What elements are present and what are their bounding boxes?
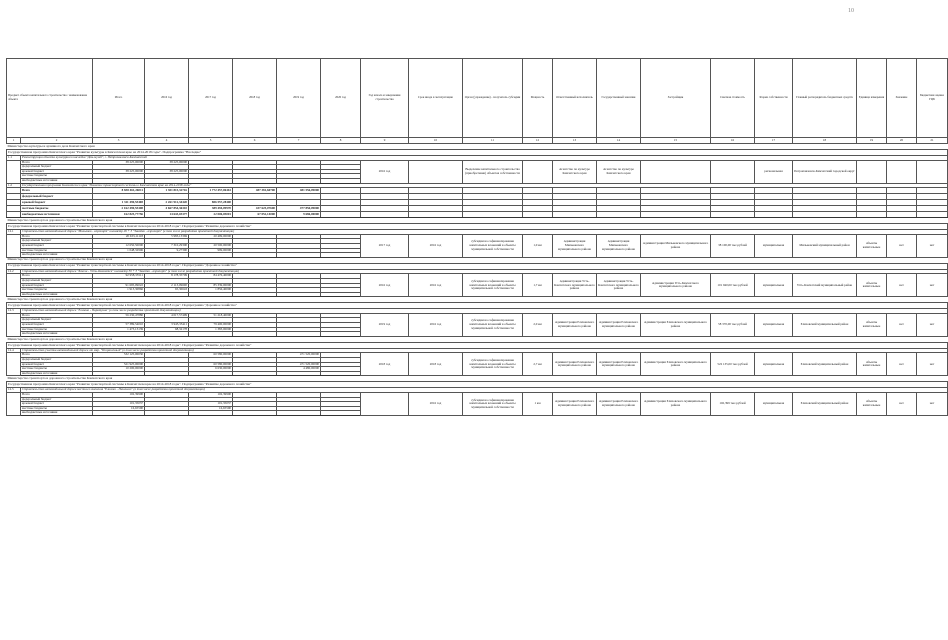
funding-value [321,411,361,416]
header-2016: 2016 год [145,59,189,138]
subtotal-value: 4 667 854,36310 [145,206,189,212]
funding-value: 60 580,00000 [189,353,233,358]
col-num: 3 [93,138,145,144]
commissioning-year: 2016 год [409,393,463,416]
funding-source-label: внебюджетные источники [21,411,93,416]
section-title-text: Министерство транспорта и дорожного строительства Камчатского края [7,257,948,263]
funding-value [277,411,321,416]
funding-value: 16,65590 [189,406,233,411]
developer: Администрация Елизовского муниципального района [641,353,711,376]
funding-source-label: внебюджетные источники [21,178,93,183]
funding-source-label: федеральный бюджет [21,239,93,244]
estimate: нет [917,274,948,297]
funding-value: 51 218,40000 [189,313,233,318]
subsidy-recipient: субсидии на софинансирование капитальных вложений в объекты муниципальной собственности [463,353,523,376]
construction-start: 2019 год [361,313,409,336]
section-title-text: Министерство транспорта и дорожного строительства Камчатского края [7,376,948,382]
funding-source-label: краевой бюджет [21,243,93,248]
col-num: 5 [189,138,233,144]
col-num: 11 [463,138,523,144]
subtotal-value: 487 381,60700 [233,188,277,194]
item-name: Реконструкция объекта культурного наследия "Дом-музей", г. Петропавловск-Камчатский [21,156,948,161]
funding-value: 85 339,00000 [189,283,233,288]
subtotal-value: 9 686,00000 [277,212,321,218]
ownership-form: муниципальная [755,274,793,297]
subtotal-value: 162 825,77756 [93,212,145,218]
responsible-executor: Администрация Елизовского муниципального района [553,353,597,376]
item-number: 1.1 [7,156,21,161]
funding-value: 12 650,50000 [93,243,145,248]
ownership-form: муниципальная [755,313,793,336]
commissioning-year: 2016 год [409,234,463,257]
funding-source-label: местные бюджеты [21,406,93,411]
header-executor: Ответственный исполнитель [553,59,597,138]
program-title-text: Государственная программа Камчатского края "Развитие транспортной системы в Камчатском крае на 2014-2018 годы". Подпрограмма "Дорожное хозяйство" [7,263,948,269]
funding-source-label: местные бюджеты [21,206,93,212]
subsidy-recipient: субсидии на софинансирование капитальных вложений в объекты муниципальной собственности [463,313,523,336]
unit: объекты капитальные [857,234,887,257]
funding-source-label: Всего [21,234,93,239]
funding-value: 1 913,30866 [93,288,145,293]
subtotal-title: Государственная программа Камчатского края "Развитие транспортной системы в Камчатском крае на 2014-2018 годы" [21,183,948,188]
funding-value: 92 958,35511 [93,274,145,279]
funding-value: 60 580,00000 [189,362,233,367]
estimated-cost: 101 940,00 тыс.рублей [711,274,755,297]
header-cost: Сметная стоимость [711,59,755,138]
responsible-executor: Администрация Елизовского муниципального района [553,313,597,336]
item-number: 12.2 [7,269,21,274]
header-2019: 2019 год [277,59,321,138]
header-customer: Государственный заказчик [597,59,641,138]
row-spacer [7,234,21,257]
investment-table [6,58,948,416]
responsible-executor: Агентство по культуре Камчатского края [553,160,597,183]
subtotal-value: 1 772 457,06461 [189,188,233,194]
commissioning-year: 2016 год [409,274,463,297]
item-number: 12.3 [7,309,21,314]
funding-value: 1 473,13139 [93,327,145,332]
funding-source-label: краевой бюджет [21,362,93,367]
funding-source-label: внебюджетные источники [21,253,93,258]
subtotal-value: 8 838 461,26011 [93,188,145,194]
estimated-cost: 38 100,00 тыс.рублей [711,234,755,257]
ownership-form: региональная [755,160,793,183]
funding-value: 1 383,00000 [189,327,233,332]
header-power: Мощность [523,59,553,138]
subtotal-value: 389 494,09970 [189,206,233,212]
commissioning-year [409,160,463,183]
ownership-form: муниципальная [755,234,793,257]
row-spacer [7,353,21,376]
state-customer: Администрация Елизовского муниципального района [597,393,641,416]
construction-start: 2017 год [361,234,409,257]
funding-value: 6 630,00000 [189,367,233,372]
table-body [7,144,948,416]
capacity: 2,0 км [523,313,553,336]
funding-value: 68,32178 [145,327,189,332]
col-num: 15 [641,138,711,144]
row-spacer [7,313,21,336]
program-title-text: Государственная программа Камчатского края "Развитие транспортной системы в Камчатском крае на 2014-2018 годы". Подпрограмма "Развитие дорожного хозяйства" [7,342,948,348]
funding-value: 38 225,00000 [93,169,145,174]
capacity: 1 км [523,393,553,416]
funding-source-label: Всего [21,393,93,398]
section-title-text: Министерство транспорта и дорожного строительства Камчатского края [7,218,948,224]
funding-value: 5 983,13369 [145,234,189,239]
funding-source-label: федеральный бюджет [21,358,93,363]
funding-source-label: местные бюджеты [21,367,93,372]
row-spacer [7,160,21,183]
funding-value: 101,35037 [93,402,145,407]
item-name: Строительство участка автомобильной дороги от мкр. "Пограничный" (в том числе разработка проектной документации) [21,348,948,353]
subtotal-value: 1 301 815,32716 [145,188,189,194]
col-num: 13 [553,138,597,144]
row-spacer [7,393,21,416]
col-num: 19 [857,138,887,144]
funding-value: 999,00000 [189,248,233,253]
item-name: Строительство автомобильной дороги местного значения "Елизово - Пиначево" (в том числе разработка проектной документации) [21,388,948,393]
funding-source-label: внебюджетные источники [21,292,93,297]
developer [641,160,711,183]
page-number: 10 [848,8,854,14]
header-value: Значение [887,59,917,138]
value: нет [887,313,917,336]
estimate: нет [917,353,948,376]
funding-value: 102,39900 [189,393,233,398]
funding-source-label: местные бюджеты [21,327,93,332]
budget-distributor: Петропавловск-Камчатский городской округ [793,160,857,183]
subtotal-value: 2 261 912,34420 [145,200,189,206]
header-row [7,59,948,138]
funding-value: 101,35037 [189,402,233,407]
program-title-text: Государственная программа Камчатского края "Развитие культуры в Камчатском крае на 2014-2018 годы". Подпрограмма "Наследие" [7,150,948,156]
funding-value: 471 520,00000 [277,353,321,358]
funding-source-label: Всего [21,160,93,165]
funding-value: 1 048,32906 [93,248,145,253]
funding-value: 10 200,00000 [93,367,145,372]
funding-source-label: местные бюджеты [21,288,93,293]
funding-source-label: внебюджетные источники [21,371,93,376]
funding-source-label: краевой бюджет [21,200,93,206]
estimated-cost: 102,399 тыс.рублей [711,393,755,416]
developer: Администрация Елизовского муниципального района [641,313,711,336]
funding-value: 20 500,00000 [189,243,233,248]
funding-source-label: Всего [21,353,93,358]
header-commissioning: Срок ввода в эксплуатацию [409,59,463,138]
col-num: 17 [755,138,793,144]
subtotal-value: 806 557,28400 [189,200,233,206]
funding-source-label: краевой бюджет [21,169,93,174]
funding-value [233,411,277,416]
funding-source-label: Всего [21,313,93,318]
header-2017: 2017 год [189,59,233,138]
funding-source-label: внебюджетные источники [21,212,93,218]
funding-value: 1 856,40000 [189,288,233,293]
section-title-text: Министерство транспорта и дорожного строительства Камчатского края [7,297,948,303]
col-num: 2 [21,138,93,144]
col-num: 16 [711,138,755,144]
funding-source-label: федеральный бюджет [21,397,93,402]
funding-value: 521 925,00000 [93,362,145,367]
subtotal-value: 22 006,05001 [189,212,233,218]
unit [857,160,887,183]
funding-value: 9,27390 [145,248,189,253]
responsible-executor: Администрация Усть-Камчатского муниципального района [553,274,597,297]
estimated-cost: 58 370,00 тыс.рублей [711,313,755,336]
header-total: Итого [93,59,145,138]
unit: объекты капитальные [857,353,887,376]
investment-table-sheet [6,58,944,416]
state-customer: Администрация Елизовского муниципального района [597,353,641,376]
value: нет [887,234,917,257]
col-num: 4 [145,138,189,144]
value: нет [887,393,917,416]
header-ownership: Форма собственности [755,59,793,138]
value [887,160,917,183]
col-num: 1 [7,138,21,144]
estimate [917,160,948,183]
header-construction-years: Год начала и завершения строительства [361,59,409,138]
subtotal-number: 1.2 [7,183,21,188]
funding-source-label: краевой бюджет [21,283,93,288]
funding-value: 102,39900 [93,393,145,398]
funding-value [93,411,145,416]
funding-value: 471 520,00000 [277,362,321,367]
col-num: 21 [917,138,948,144]
value: нет [887,274,917,297]
state-customer: Агентство по культуре Камчатского края [597,160,641,183]
subsidy-recipient: субсидии на софинансирование капитальных вложений в объекты муниципальной собственности [463,234,523,257]
funding-value: 3 945,35411 [145,323,189,328]
construction-year: 2016 год [361,160,409,183]
funding-source-label: Всего [21,188,93,194]
item-number: 12.1 [7,230,21,235]
funding-value: 91 695,09022 [93,283,145,288]
construction-start: 2016 год [361,274,409,297]
estimated-cost: 522 135,00 тыс.рублей [711,353,755,376]
funding-source-label: местные бюджеты [21,248,93,253]
state-customer: Администрация Мильковского муниципального района [597,234,641,257]
capacity: 2,7 км [523,353,553,376]
subsidy-recipient: Выделение капитального строительства (приобретение) объектов собственности [463,160,523,183]
responsible-executor: Администрация Мильковского муниципального района [553,234,597,257]
item-name: Строительство автомобильной дороги "Мильково - аэропорт" километр 26 + 3 "Завойко - аэропорт" (в том числе разработка проектной документации) [21,230,948,235]
header-object: Предмет объекта капитального строительства / наименование объекта [7,59,93,138]
col-num: 9 [361,138,409,144]
funding-value: 57 389,54010 [93,323,145,328]
funding-value: 84 476,40000 [189,274,233,279]
capacity: 1,0 км [523,234,553,257]
developer: Администрация Мильковского муниципального района [641,234,711,257]
subtotal-value: 481 556,09000 [277,188,321,194]
funding-value: 65,30643 [145,288,189,293]
row-spacer [7,274,21,297]
funding-value: 20 633,11118 [93,234,145,239]
funding-source-label: федеральный бюджет [21,194,93,200]
col-num: 18 [793,138,857,144]
funding-value [189,411,233,416]
state-customer: Администрация Елизовского муниципального района [597,313,641,336]
section-title-text: Министерство культуры и архивного дела Камчатского края [7,144,948,150]
estimate: нет [917,234,948,257]
header-recipient: Орган (учреждение) - получатель субсидии [463,59,523,138]
budget-distributor: Елизовский муниципальный район [793,313,857,336]
funding-value: 7 310,29300 [145,243,189,248]
col-num: 7 [277,138,321,144]
funding-source-label: внебюджетные источники [21,332,93,337]
item-name: Строительство автомобильной дороги "Елизово - Паратунка" (в том числе разработка проектной документации) [21,309,948,314]
col-num: 12 [523,138,553,144]
subtotal-value: 67 052,14000 [233,212,277,218]
estimate: нет [917,393,948,416]
construction-start: 2018 год [361,353,409,376]
capacity [523,160,553,183]
unit: объекты капитальные [857,313,887,336]
construction-start [361,393,409,416]
funding-value: 38 225,00000 [145,169,189,174]
col-num: 20 [887,138,917,144]
funding-source-label: краевой бюджет [21,402,93,407]
item-name: Строительство автомобильной дороги "Ключи - Усть-Камчатск" километр 30 + 3 "Завойко - аэропорт" (в том числе разработка проектной документации) [21,269,948,274]
item-number: 12.4 [7,348,21,353]
header-unit: Единица измерения [857,59,887,138]
estimated-cost [711,160,755,183]
funding-source-label: федеральный бюджет [21,318,93,323]
subtotal-value: 477 850,09000 [277,206,321,212]
budget-distributor: Елизовский муниципальный район [793,393,857,416]
funding-value: 79 400,00000 [189,323,233,328]
funding-value: 532 125,00030 [93,353,145,358]
funding-value: 38 225,00000 [145,160,189,165]
funding-value: 56 230,47880 [93,313,145,318]
program-title-text: Государственная программа Камчатского края "Развитие транспортной системы в Камчатском крае на 2014-2018 годы". Подпрограмма "Дорожное хозяйство" [7,303,948,309]
funding-value: 38 225,00000 [93,160,145,165]
subsidy-recipient: субсидии на софинансирование капитальных вложений в объекты муниципальной собственности [463,393,523,416]
item-number: 12.5 [7,388,21,393]
developer: Администрация Елизовского муниципального района [641,393,711,416]
funding-value [145,411,189,416]
header-distributor: Главный распорядитель бюджетных средств [793,59,857,138]
header-estimate: Бюджетная оценка ГЦБ [917,59,948,138]
funding-value: 20 499,00000 [189,234,233,239]
funding-value: 4 480,00000 [277,367,321,372]
program-title-text: Государственная программа Камчатского края "Развитие транспортной системы в Камчатском крае на 2014-2018 годы". Подпрограмма "Развитие дорожного хозяйства" [7,224,948,230]
funding-value: 8 178,35709 [145,274,189,279]
value: нет [887,353,917,376]
capacity: 1,7 км [523,274,553,297]
ownership-form: муниципальная [755,353,793,376]
funding-source-label: федеральный бюджет [21,278,93,283]
budget-distributor: Усть-Камчатский муниципальный район [793,274,857,297]
subtotal-value: 437 625,07600 [233,206,277,212]
header-2018: 2018 год [233,59,277,138]
header-developer: Застройщик [641,59,711,138]
funding-source-label: местные бюджеты [21,174,93,179]
commissioning-year: 2018 год [409,353,463,376]
header-2020: 2020 год [321,59,361,138]
funding-source-label: федеральный бюджет [21,165,93,170]
funding-value: 16,65590 [93,406,145,411]
budget-distributor: Мильковский муниципальный район [793,234,857,257]
budget-distributor: Елизовский муниципальный район [793,353,857,376]
col-num: 10 [409,138,463,144]
unit: объекты капитальные [857,274,887,297]
funding-source-label: Всего [21,274,93,279]
col-num: 8 [321,138,361,144]
subtotal-value: 1 311 490,55408 [93,200,145,206]
estimate: нет [917,313,948,336]
commissioning-year: 2016 год [409,313,463,336]
funding-value: 4 017,57499 [145,313,189,318]
funding-source-label: краевой бюджет [21,323,93,328]
funding-value: 2 113,09600 [145,283,189,288]
subtotal-value: 14 643,03377 [145,212,189,218]
subsidy-recipient: субсидии на софинансирование капитальных вложений в объекты муниципальной собственности [463,274,523,297]
responsible-executor: Администрация Елизовского муниципального района [553,393,597,416]
developer: Администрация Усть-Камчатского муниципального района [641,274,711,297]
section-title-text: Министерство транспорта и дорожного строительства Камчатского края [7,336,948,342]
program-title-text: Государственная программа Камчатского края "Развитие транспортной системы в Камчатском крае на 2014-2018 годы". Подпрограмма "Развитие дорожного хозяйства" [7,382,948,388]
unit: объекты капитальные [857,393,887,416]
col-num: 6 [233,138,277,144]
subtotal-value: 2 162 490,55408 [93,206,145,212]
ownership-form: муниципальная [755,393,793,416]
col-num: 14 [597,138,641,144]
state-customer: Администрация Усть-Камчатского муниципального района [597,274,641,297]
